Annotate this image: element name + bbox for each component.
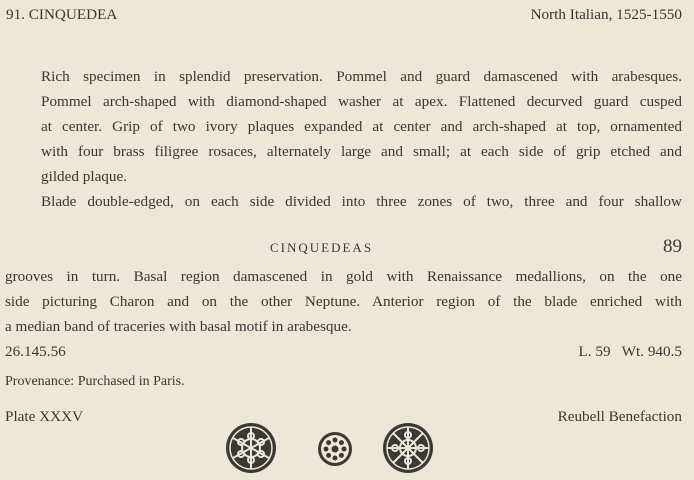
description-line: Pommel arch-shaped with diamond-shaped washer at apex. Flattened decurved guard cusped <box>41 93 682 110</box>
measurements: L. 59 Wt. 940.5 <box>578 343 682 360</box>
large-rosace-icon <box>224 421 278 475</box>
continuation-line: grooves in turn. Basal region damascened in gold with Renaissance medallions, on the one <box>5 268 682 285</box>
provenance: Provenance: Purchased in Paris. <box>5 374 185 389</box>
continuation-line: a median band of traceries with basal motif in arabesque. <box>5 318 352 335</box>
description-line: Blade double-edged, on each side divided into three zones of two, three and four shallow <box>41 193 682 210</box>
large-rosace-icon <box>381 421 435 475</box>
plate-reference: Plate XXXV <box>5 408 84 425</box>
description-line: at center. Grip of two ivory plaques expanded at center and arch-shaped at top, ornamented <box>41 118 682 135</box>
description-line: Rich specimen in splendid preservation. Pommel and guard damascened with arabesques. <box>41 68 682 85</box>
accession-number: 26.145.56 <box>5 343 66 360</box>
page-number: 89 <box>663 236 682 257</box>
entry-title: 91. CINQUEDEA <box>6 6 118 23</box>
running-head-title: CINQUEDEAS <box>270 240 374 255</box>
description-line: with four brass filigree rosaces, alternately large and small; at each side of grip etched and <box>41 143 682 160</box>
entry-origin-date: North Italian, 1525-1550 <box>530 6 682 23</box>
small-rosace-icon <box>316 430 354 468</box>
description-line: gilded plaque. <box>41 168 128 185</box>
credit-line: Reubell Benefaction <box>557 408 682 425</box>
continuation-line: side picturing Charon and on the other Neptune. Anterior region of the blade enriched with <box>5 293 682 310</box>
